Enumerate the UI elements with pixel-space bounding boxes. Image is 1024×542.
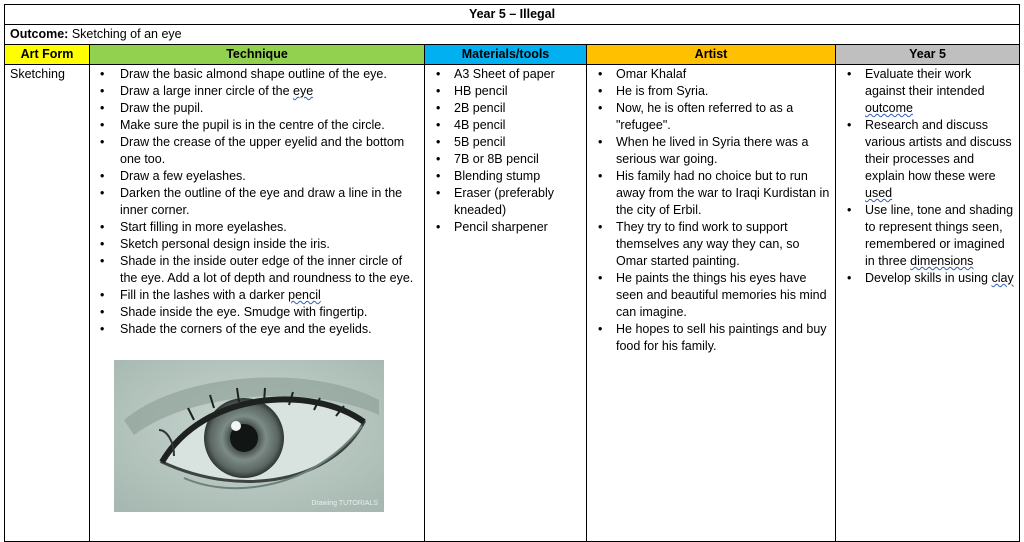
list-item: [841, 270, 1014, 287]
list-item: • Draw the crease of the upper eyelid and the bottom one too.: [92, 134, 419, 168]
list-item: • They try to find work to support themselves any way they can, so Omar started painting.: [592, 219, 830, 270]
underlined-word: dimensions: [910, 254, 974, 268]
technique-list: [92, 66, 419, 338]
list-item: • His family had no choice but to run away from the war to Iraqi Kurdistan in the city of Erbil.: [592, 168, 830, 219]
list-item-text: Develop skills in using: [865, 271, 992, 285]
list-item: • 7B or 8B pencil: [430, 151, 581, 168]
list-item: • Now, he is often referred to as a "refugee".: [592, 100, 830, 134]
underlined-word: eye: [293, 84, 314, 98]
list-item: • Start filling in more eyelashes.: [92, 219, 419, 236]
list-item: • Shade in the inside outer edge of the inner circle of the eye. Add a lot of depth and roundness to the eye.: [92, 253, 419, 287]
list-item: • Omar Khalaf: [592, 66, 830, 83]
header-art-form: Art Form: [5, 45, 90, 65]
list-item: • Eraser (preferably kneaded): [430, 185, 581, 219]
list-item: • Draw the basic almond shape outline of the eye.: [92, 66, 419, 83]
outcome-text: Sketching of an eye: [68, 27, 182, 41]
list-item: • Shade the corners of the eye and the eyelids.: [92, 321, 419, 338]
materials-cell: [425, 65, 587, 542]
year5-cell: [836, 65, 1020, 542]
underlined-word: pencil: [288, 288, 321, 302]
list-item: • 4B pencil: [430, 117, 581, 134]
underlined-word: outcome: [865, 101, 913, 115]
list-item: • He hopes to sell his paintings and buy food for his family.: [592, 321, 830, 355]
list-item-text: Draw a large inner circle of the: [120, 84, 293, 98]
outcome-label: Outcome:: [10, 27, 69, 41]
materials-list: [430, 66, 581, 236]
list-item: • 5B pencil: [430, 134, 581, 151]
list-item: • HB pencil: [430, 83, 581, 100]
list-item-text: Use line, tone and shading to represent things seen, remembered or imagined in three: [865, 203, 1014, 268]
list-item-text: Fill in the lashes with a darker: [120, 288, 289, 302]
list-item: • Darken the outline of the eye and draw a line in the inner corner.: [92, 185, 419, 219]
page-title: Year 5 – Illegal: [5, 5, 1020, 25]
list-item: [92, 287, 419, 304]
underlined-word: clay: [991, 271, 1014, 285]
content-row: [5, 65, 1020, 542]
watermark-logo: Drawing TUTORIALS: [311, 500, 378, 507]
eye-drawing: [114, 360, 384, 512]
list-item: [841, 202, 1014, 270]
list-item: • He paints the things his eyes have seen and beautiful memories his mind can imagine.: [592, 270, 830, 321]
list-item: • Blending stump: [430, 168, 581, 185]
art-form-cell: Sketching: [5, 65, 90, 542]
list-item: • A3 Sheet of paper: [430, 66, 581, 83]
list-item-text: Evaluate their work against their intended: [865, 67, 985, 98]
lesson-plan: [4, 4, 1019, 542]
technique-cell: [90, 65, 425, 542]
list-item: [92, 83, 419, 100]
header-materials: Materials/tools: [425, 45, 587, 65]
header-artist: Artist: [587, 45, 836, 65]
artist-cell: [587, 65, 836, 542]
outcome-row: [5, 25, 1020, 45]
header-year: Year 5: [836, 45, 1020, 65]
list-item: • He is from Syria.: [592, 83, 830, 100]
header-technique: Technique: [90, 45, 425, 65]
header-row: [5, 45, 1020, 65]
list-item: • Pencil sharpener: [430, 219, 581, 236]
artist-list: [592, 66, 830, 355]
list-item: • Shade inside the eye. Smudge with fingertip.: [92, 304, 419, 321]
lesson-table: [4, 4, 1020, 542]
list-item: • Sketch personal design inside the iris.: [92, 236, 419, 253]
list-item: [841, 117, 1014, 202]
list-item: • When he lived in Syria there was a serious war going.: [592, 134, 830, 168]
year5-list: [841, 66, 1014, 287]
list-item: • Draw a few eyelashes.: [92, 168, 419, 185]
list-item: • 2B pencil: [430, 100, 581, 117]
list-item: [841, 66, 1014, 117]
underlined-word: used: [865, 186, 893, 200]
eye-sketch-image: [114, 360, 384, 512]
list-item: • Make sure the pupil is in the centre of the circle.: [92, 117, 419, 134]
list-item: • Draw the pupil.: [92, 100, 419, 117]
list-item-text: Research and discuss various artists and discuss their processes and explain how these were: [865, 118, 1012, 183]
